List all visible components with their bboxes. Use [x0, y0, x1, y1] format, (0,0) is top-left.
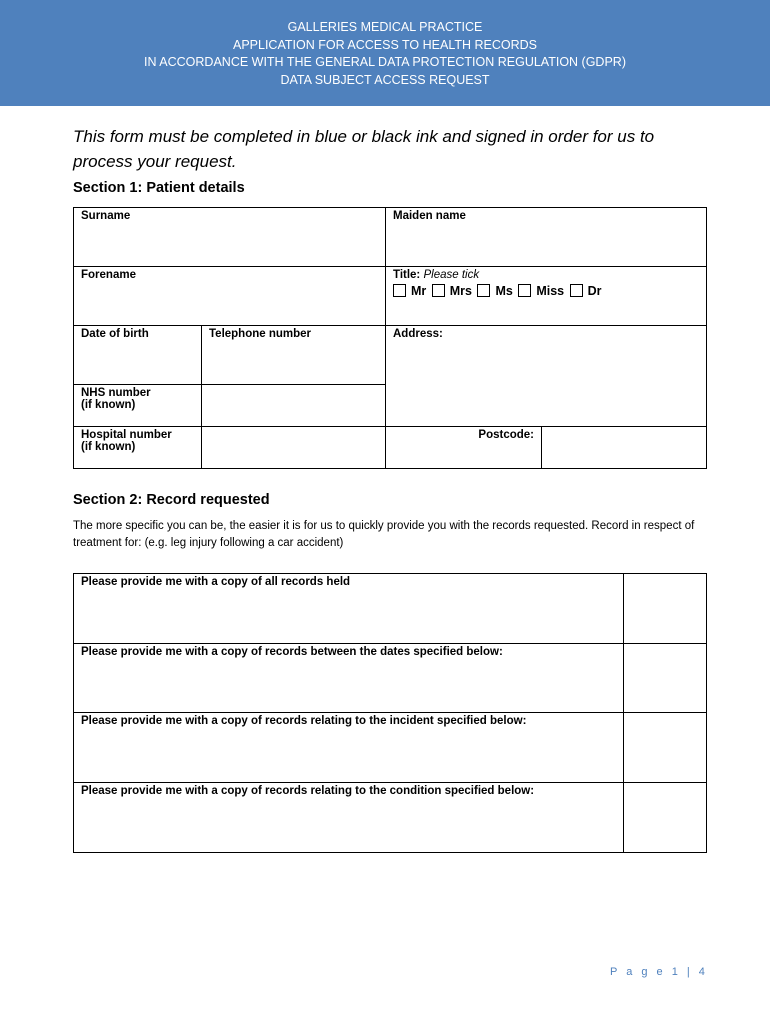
nhs-number-hint: (if known)	[81, 399, 136, 411]
records-requested-table	[73, 573, 707, 853]
request-records-between-dates-tick[interactable]	[624, 644, 707, 713]
address-label: Address:	[393, 328, 443, 340]
title-field	[386, 267, 707, 326]
checkbox-icon[interactable]	[432, 284, 445, 297]
title-options	[393, 284, 699, 298]
hospital-number-label-cell	[74, 427, 202, 469]
title-hint: Please tick	[423, 269, 480, 281]
title-option-label: Dr	[587, 284, 602, 298]
postcode-input[interactable]	[542, 427, 707, 469]
request-records-incident	[74, 713, 624, 783]
title-option-dr[interactable]	[570, 284, 602, 298]
gdpr-line: IN ACCORDANCE WITH THE GENERAL DATA PROTECTION REGULATION (GDPR)	[144, 55, 626, 69]
hospital-number-hint: (if known)	[81, 441, 136, 453]
page-number: P a g e 1 | 4	[610, 966, 708, 978]
title-option-label: Miss	[536, 284, 565, 298]
section2-title: Section 2: Record requested	[73, 492, 270, 508]
surname-label: Surname	[81, 210, 131, 222]
nhs-number-label-cell	[74, 385, 202, 427]
request-option-label: Please provide me with a copy of records relating to the condition specified below:	[81, 785, 535, 797]
request-all-records-tick[interactable]	[624, 574, 707, 644]
surname-field[interactable]	[74, 208, 386, 267]
postcode-label: Postcode:	[478, 429, 534, 441]
forename-field[interactable]	[74, 267, 386, 326]
request-all-records	[74, 574, 624, 644]
telephone-label: Telephone number	[209, 328, 312, 340]
nhs-number-label: NHS number	[81, 387, 151, 399]
title-option-ms[interactable]	[477, 284, 512, 298]
maiden-name-field[interactable]	[386, 208, 707, 267]
title-option-label: Mr	[411, 284, 427, 298]
page-header	[0, 0, 770, 106]
request-records-incident-tick[interactable]	[624, 713, 707, 783]
title-option-mr[interactable]	[393, 284, 426, 298]
request-records-condition-tick[interactable]	[624, 783, 707, 853]
intro-instruction: This form must be completed in blue or black ink and signed in order for us to process your request.	[73, 127, 655, 171]
checkbox-icon[interactable]	[570, 284, 583, 297]
patient-details-table	[73, 207, 707, 469]
title-option-miss[interactable]	[518, 284, 564, 298]
practice-name: GALLERIES MEDICAL PRACTICE	[287, 20, 483, 34]
section1-title: Section 1: Patient details	[73, 180, 245, 196]
request-option-label: Please provide me with a copy of all records held	[81, 576, 351, 588]
dob-field[interactable]	[74, 326, 202, 385]
request-option-label: Please provide me with a copy of records between the dates specified below:	[81, 646, 503, 658]
maiden-name-label: Maiden name	[393, 210, 466, 222]
postcode-label-cell	[386, 427, 542, 469]
forename-label: Forename	[81, 269, 136, 281]
hospital-number-input[interactable]	[202, 427, 386, 469]
nhs-number-input[interactable]	[202, 385, 386, 427]
title-option-label: Mrs	[449, 284, 472, 298]
request-records-between-dates	[74, 644, 624, 713]
checkbox-icon[interactable]	[518, 284, 531, 297]
dob-label: Date of birth	[81, 328, 149, 340]
telephone-field[interactable]	[202, 326, 386, 385]
request-type: DATA SUBJECT ACCESS REQUEST	[280, 72, 490, 87]
section2-description: The more specific you can be, the easier it is for us to quickly provide you with the records requested. Record in respect of treatment for: (e.g. leg injury following a car accident)	[73, 520, 695, 549]
form-title: APPLICATION FOR ACCESS TO HEALTH RECORDS	[233, 37, 537, 52]
checkbox-icon[interactable]	[477, 284, 490, 297]
title-label: Title:	[393, 269, 421, 281]
address-field[interactable]	[386, 326, 707, 427]
hospital-number-label: Hospital number	[81, 429, 172, 441]
title-option-mrs[interactable]	[432, 284, 472, 298]
checkbox-icon[interactable]	[393, 284, 406, 297]
title-option-label: Ms	[495, 284, 513, 298]
request-option-label: Please provide me with a copy of records relating to the incident specified below:	[81, 715, 527, 727]
request-records-condition	[74, 783, 624, 853]
